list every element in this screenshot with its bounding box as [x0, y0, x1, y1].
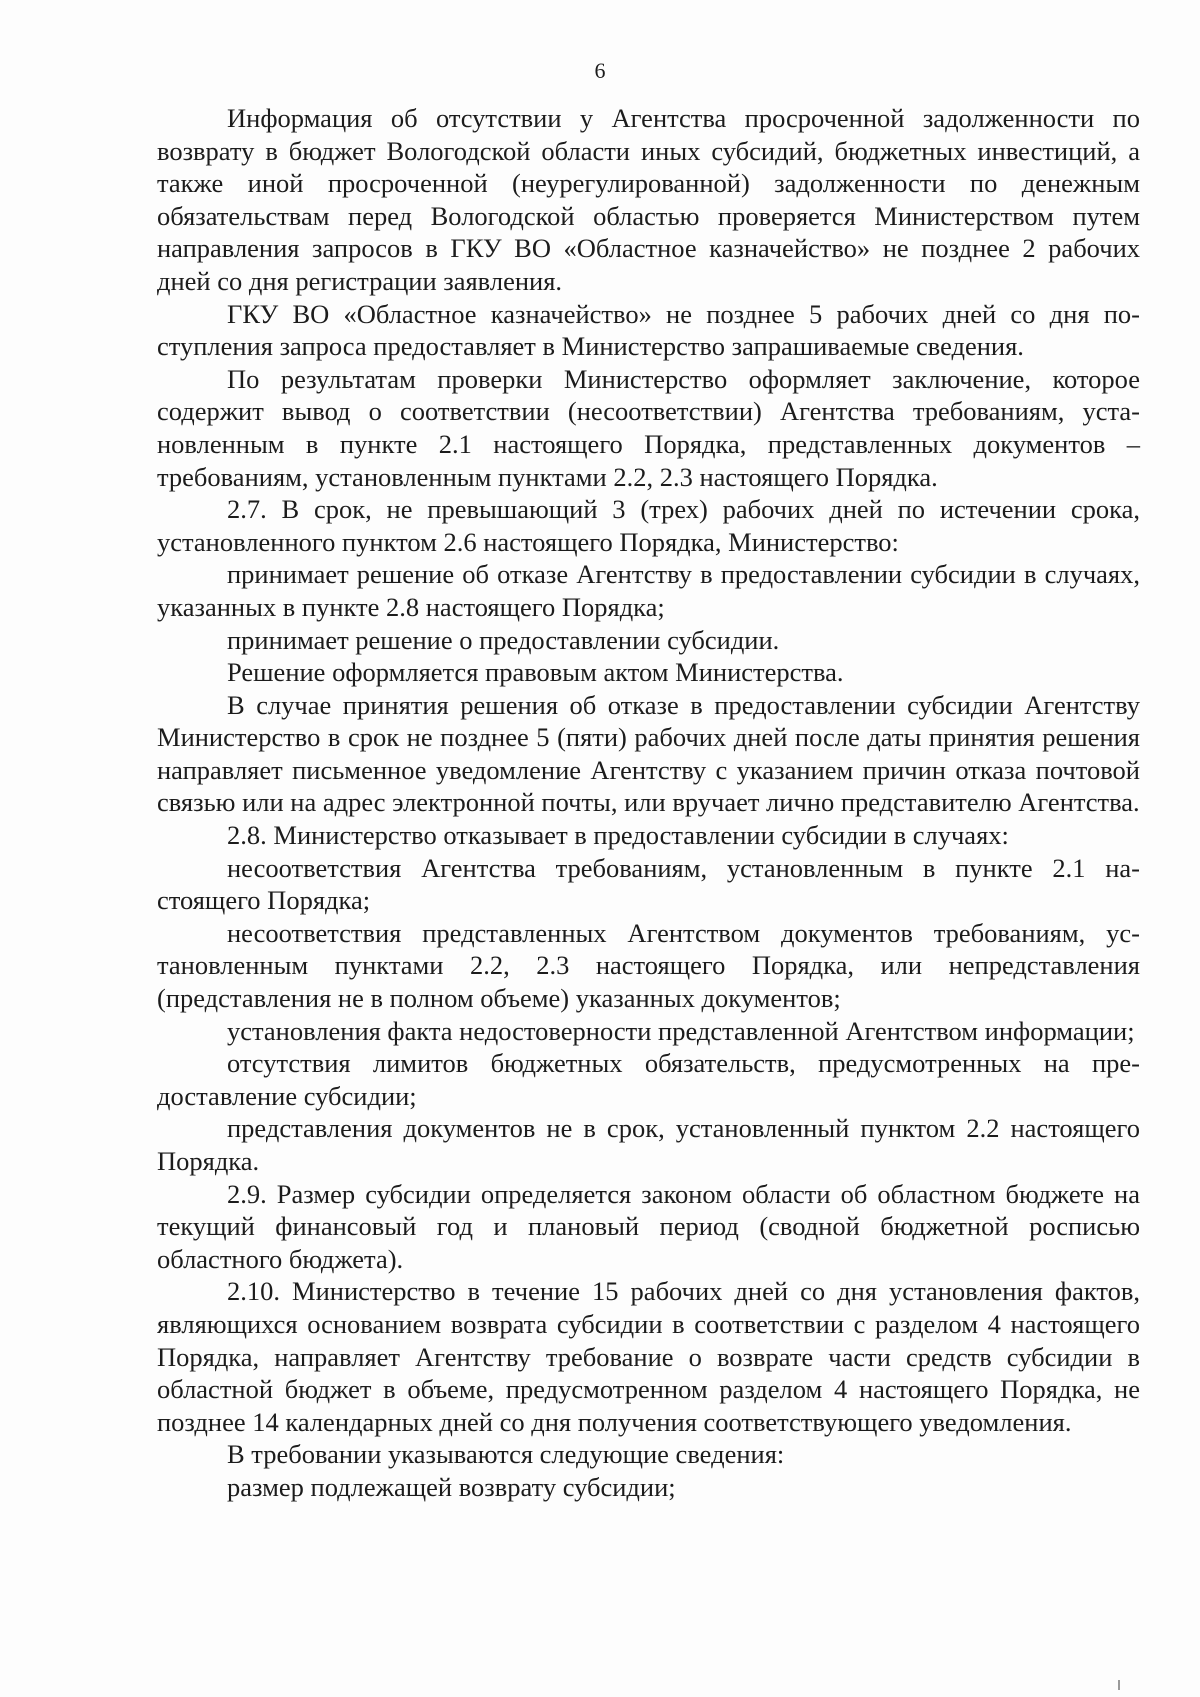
paragraph-refusal-notice: В случае принятия решения об отказе в предоставлении субсидии Агентству Министерство в срок не позднее 5 (пяти) рабочих дней после даты принятия решения направляет письменное уведомление Агентству с указанием причин отказа почтовой связью или на адрес электронной почты, или вручает лично представителю Агентства. — [157, 689, 1140, 818]
paragraph-grant-decision: принимает решение о предоставлении субсидии. — [227, 624, 780, 655]
paragraph-requirement-info: В требовании указываются следующие сведения: — [227, 1439, 785, 1470]
paragraph-legal-act: Решение оформляется правовым актом Министерства. — [227, 657, 844, 688]
paragraph-2-8: 2.8. Министерство отказывает в предоставлении субсидии в случаях: — [227, 820, 1009, 851]
scan-margin-mark — [1118, 1680, 1120, 1690]
paragraph-refusal-reason-1: несоответствия Агентства требованиям, установленным в пункте 2.1 настоящего Порядка; — [157, 852, 1140, 916]
paragraph-refusal-reason-2: несоответствия представленных Агентством документов требованиям, установленным пунктами 2.2, 2.3 настоящего Порядка, или непредставления (представления не в полном объеме) указанных документов; — [157, 917, 1140, 1014]
paragraph-return-amount: размер подлежащей возврату субсидии; — [227, 1471, 676, 1502]
paragraph-conclusion: По результатам проверки Министерство оформляет заключение, которое содержит вывод о соответствии (несоответствии) Агентства требованиям, установленным в пункте 2.1 настоящего Порядка, представленных документов – требованиям, установленным пунктами 2.2, 2.3 настоящего Порядка. — [157, 363, 1140, 492]
paragraph-treasury-response: ГКУ ВО «Областное казначейство» не позднее 5 рабочих дней со дня поступления запроса предоставляет в Министерство запрашиваемые сведения. — [157, 298, 1140, 362]
paragraph-2-9: 2.9. Размер субсидии определяется законом области об областном бюджете на текущий финансовый год и плановый период (сводной бюджетной росписью областного бюджета). — [157, 1178, 1140, 1274]
paragraph-refusal-decision: принимает решение об отказе Агентству в предоставлении субсидии в случаях, указанных в пункте 2.8 настоящего Порядка; — [157, 559, 1140, 622]
page-number: 6 — [594, 58, 606, 83]
paragraph-debt-check: Информация об отсутствии у Агентства просроченной задолженности по возврату в бюджет Вологодской области иных субсидий, бюджетных инвестиций, а также иной просроченной (неурегулированной) задолженности по денежным обязательствам перед Вологодской областью проверяется Министерством путем направления запросов в ГКУ ВО «Областное казначейство» не позднее 2 рабочих дней со дня регистрации заявления. — [157, 103, 1140, 296]
document-body — [157, 102, 1140, 1504]
paragraph-2-10: 2.10. Министерство в течение 15 рабочих дней со дня установления фактов, являющихся основанием возврата субсидии в соответствии с разделом 4 настоящего Порядка, направляет Агентству требование о возврате части средств субсидии в областной бюджет в объеме, предусмотренном разделом 4 настоящего Порядка, не позднее 14 календарных дней со дня получения соответствующего уведомления. — [157, 1276, 1140, 1437]
paragraph-2-7: 2.7. В срок, не превышающий 3 (трех) рабочих дней по истечении срока, установленного пунктом 2.6 настоящего Порядка, Министерство: — [157, 494, 1140, 557]
paragraph-refusal-reason-3: установления факта недостоверности представленной Агентством информации; — [227, 1015, 1135, 1046]
paragraph-refusal-reason-5: представления документов не в срок, установленный пунктом 2.2 настоящего Порядка. — [157, 1113, 1140, 1176]
paragraph-refusal-reason-4: отсутствия лимитов бюджетных обязательств, предусмотренных на предоставление субсидии; — [157, 1048, 1140, 1111]
